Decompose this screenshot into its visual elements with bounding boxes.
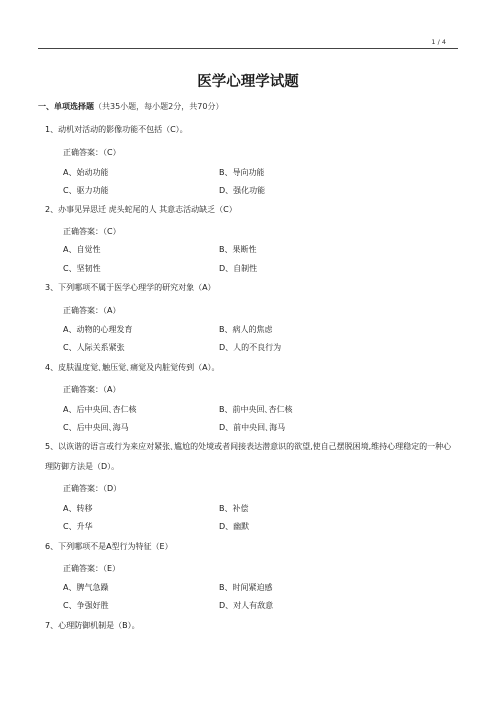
option-4d: D、前中央回､海马 — [219, 423, 286, 432]
option-3b: B、病人的焦虑 — [219, 325, 273, 334]
question-2: 2、办事见异思迁 虎头蛇尾的人 其意志活动缺乏（C） — [45, 205, 237, 214]
option-3d: D、人的不良行为 — [219, 343, 282, 352]
option-6c: C、争强好胜 — [63, 601, 109, 610]
option-2c: C、坚韧性 — [63, 264, 101, 273]
page-number: 1 / 4 — [431, 38, 446, 46]
option-4b: B、前中央回､杏仁核 — [219, 405, 293, 414]
header-rule — [38, 48, 458, 49]
option-5a: A、转移 — [63, 504, 93, 513]
option-5c: C、升华 — [63, 522, 93, 531]
option-1c: C、驱力功能 — [63, 186, 109, 195]
answer-3: 正确答案：（A） — [63, 306, 121, 315]
question-3: 3、下列哪项不属于医学心理学的研究对象（A） — [45, 283, 216, 292]
option-2a: A、自觉性 — [63, 245, 101, 254]
question-6: 6、下列哪项不是A型行为特征（E） — [45, 542, 173, 551]
option-4c: C、后中央回､海马 — [63, 423, 129, 432]
option-4a: A、后中央回､杏仁核 — [63, 405, 137, 414]
answer-5: 正确答案：（D） — [63, 484, 122, 493]
document-title: 医学心理学试题 — [197, 74, 299, 90]
answer-4: 正确答案：（A） — [63, 385, 121, 394]
option-1b: B、导向功能 — [219, 168, 265, 177]
option-5d: D、幽默 — [219, 522, 250, 531]
option-6a: A、脾气急躁 — [63, 583, 109, 592]
option-2d: D、自制性 — [219, 264, 258, 273]
question-7: 7、心理防御机制是（B）。 — [45, 621, 140, 630]
option-6d: D、对人有敌意 — [219, 601, 274, 610]
option-2b: B、果断性 — [219, 245, 257, 254]
section-note: （共35小题，每小题2分，共70分） — [94, 102, 224, 111]
option-1d: D、强化功能 — [219, 186, 266, 195]
option-3a: A、动物的心理发育 — [63, 325, 133, 334]
option-5b: B、补偿 — [219, 504, 249, 513]
answer-6: 正确答案：（E） — [63, 564, 121, 573]
question-4: 4、皮肤温度觉､触压觉､痛觉及内脏觉传到（A）。 — [45, 363, 220, 372]
question-5: 5、以诙谐的语言或行为来应对紧张､尴尬的处境或者间接表达潜意识的欲望,使自己摆脱困境,维持心理稳定的一种心理防御方法是（D）。 — [45, 442, 452, 471]
option-3c: C、人际关系紧张 — [63, 343, 125, 352]
answer-2: 正确答案：（C） — [63, 227, 121, 236]
section-title: 一、单项选择题 — [38, 102, 94, 111]
question-1: 1、动机对活动的影像功能不包括（C）。 — [45, 125, 188, 134]
answer-1: 正确答案：（C） — [63, 148, 121, 157]
option-6b: B、时间紧迫感 — [219, 583, 273, 592]
section-heading — [38, 101, 223, 112]
option-1a: A、始动功能 — [63, 168, 109, 177]
